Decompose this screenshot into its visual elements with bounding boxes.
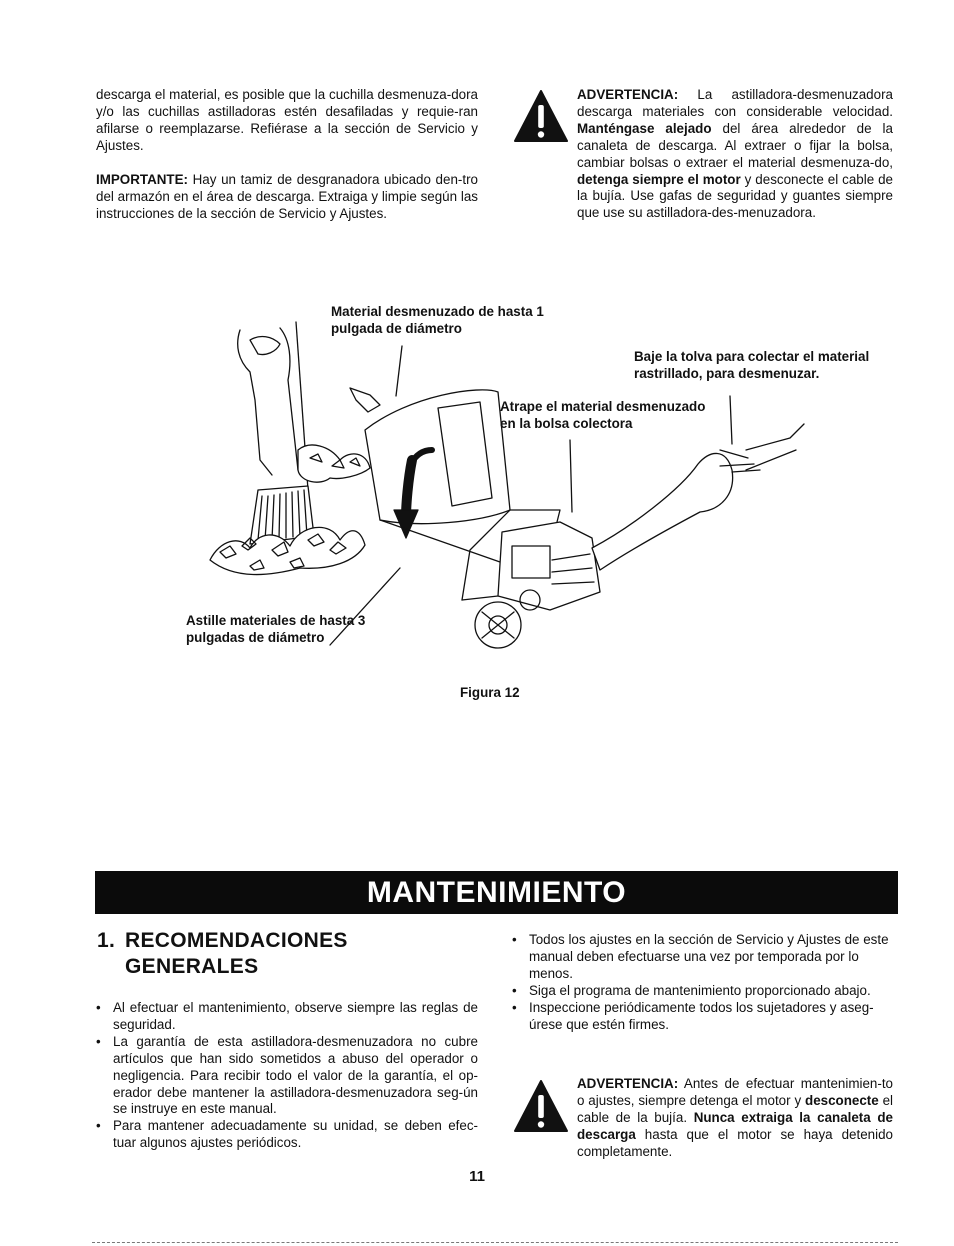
warning-text: Antes de efectuar mantenimien-to o ajustes, siempre detenga el motor y bbox=[577, 1076, 893, 1108]
bullet-list-right bbox=[510, 932, 894, 1033]
warning-bold-text: Nunca extraiga la canaleta de descarga bbox=[577, 1109, 893, 1142]
section-banner: MANTENIMIENTO bbox=[95, 871, 898, 914]
paragraph-importante bbox=[96, 172, 478, 223]
list-item: • La garantía de esta astilladora-desmenuzadora no cubre artículos que han sido sometidos a abuso del operador o negligencia. Para recibir todo el valor de la garantía, el op-erador debe mantener la astilladora-desmenuzadora seg-ún se instruye en este manual. bbox=[94, 1034, 478, 1119]
warning-label: ADVERTENCIA: bbox=[577, 1076, 679, 1091]
section-title-line: GENERALES bbox=[125, 955, 259, 978]
importante-label: IMPORTANTE: bbox=[96, 172, 188, 187]
leader-line-material bbox=[396, 346, 402, 396]
importante-text: Hay un tamiz de desgranadora ubicado den-tro del armazón en el área de descarga. Extraiga y limpie según las instrucciones de la sección de Servicio y Ajustes. bbox=[96, 172, 478, 221]
warning-label: ADVERTENCIA: bbox=[577, 87, 679, 102]
warning-triangle-icon bbox=[513, 88, 569, 144]
leader-line-tolva bbox=[730, 396, 732, 444]
section-title-line: RECOMENDACIONES bbox=[125, 929, 348, 952]
callout-material-1-inch: Material desmenuzado de hasta 1 pulgada de diámetro bbox=[331, 304, 544, 336]
warning-bold-text: detenga siempre el motor bbox=[577, 171, 741, 187]
figure-caption: Figura 12 bbox=[460, 685, 520, 700]
bullet-list-left bbox=[94, 1000, 478, 1152]
warning-maintenance bbox=[577, 1076, 893, 1161]
person-leg-line bbox=[238, 330, 272, 475]
list-item: • Inspeccione periódicamente todos los sujetadores y aseg-úrese que estén firmes. bbox=[510, 1000, 894, 1034]
warning-text: y desconecte el cable de la bujía. Use gafas de seguridad y guantes siempre que use su astilladora-des-menuzadora. bbox=[577, 171, 893, 221]
section-title bbox=[97, 928, 427, 980]
paragraph-dull-blades: descarga el material, es posible que la cuchilla desmenuza-dora y/o las cuchillas astilladoras estén desafiladas y requie-ran afilarse o reemplazarse. Refiérase a la sección de Servicio y Ajustes. bbox=[96, 87, 478, 153]
warning-bold-text: desconecte bbox=[805, 1092, 879, 1108]
footer-divider bbox=[92, 1242, 898, 1243]
warning-text: hasta que el motor se haya detenido completamente. bbox=[577, 1126, 893, 1159]
warning-text: el cable de la bujía. bbox=[577, 1092, 893, 1125]
list-item: • Todos los ajustes en la sección de Servicio y Ajustes de este manual deben efectuarse una vez por temporada por lo menos. bbox=[510, 932, 894, 983]
warning-discharge bbox=[577, 87, 893, 222]
leader-line-bolsa bbox=[570, 440, 572, 512]
warning-text: del área alrededor de la canaleta de descarga. Al extraer o fijar la bolsa, cambiar bolsas o extraer el material desmenuza-do, bbox=[577, 120, 893, 170]
page-number: 11 bbox=[469, 1168, 485, 1185]
list-item: • Al efectuar el mantenimiento, observe siempre las reglas de seguridad. bbox=[94, 1000, 478, 1034]
callout-lower-hopper: Baje la tolva para colectar el material rastrillado, para desmenuzar. bbox=[634, 349, 870, 381]
section-number: 1. bbox=[97, 929, 116, 952]
warning-bold-text: Manténgase alejado bbox=[577, 120, 712, 136]
list-item: • Para mantener adecuadamente su unidad, se deben efec-tuar algunos ajustes periódicos. bbox=[94, 1118, 478, 1152]
callout-collection-bag: Atrape el material desmenuzado en la bolsa colectora bbox=[500, 399, 706, 431]
list-item: • Siga el programa de mantenimiento proporcionado abajo. bbox=[510, 983, 894, 1000]
warning-text: La astilladora-desmenuzadora descarga materiales con considerable velocidad. bbox=[577, 87, 893, 119]
warning-triangle-icon bbox=[513, 1078, 569, 1134]
callout-chip-3-inch: Astille materiales de hasta 3 pulgadas de diámetro bbox=[186, 613, 366, 645]
